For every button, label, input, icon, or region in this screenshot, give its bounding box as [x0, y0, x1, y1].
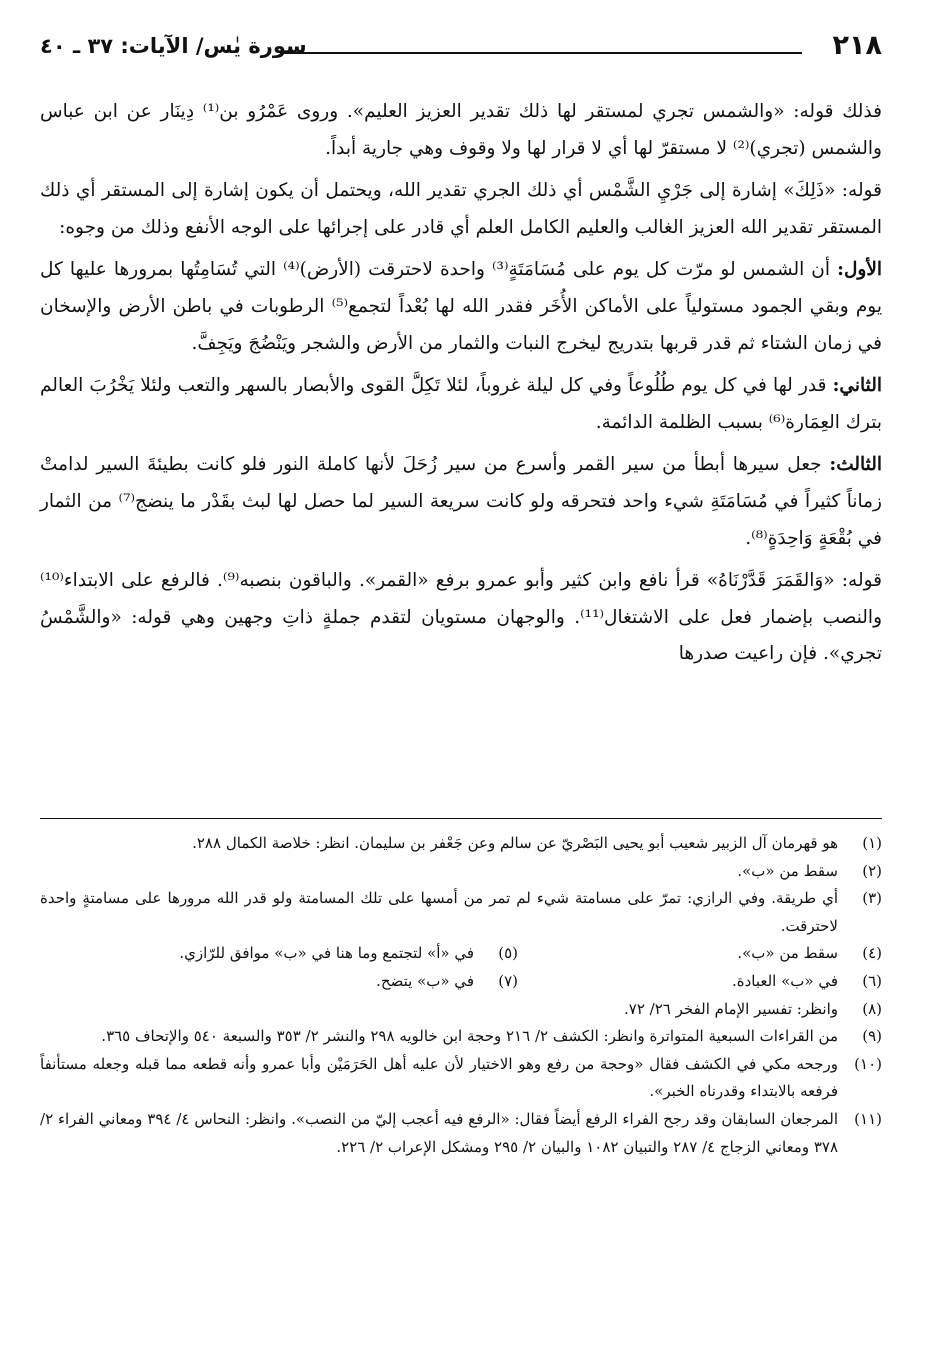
paragraph-text: فذلك قوله: «والشمس تجري لمستقر لها ذلك تقدير العزيز العليم». وروى عَمْرُو بن⁽¹⁾ دِينَار عن ابن عباس والشمس (تجري)⁽²⁾ لا مستقرّ لها أي لا قرار لها ولا وقوف وهي جارية أبداً.	[40, 101, 882, 159]
footnote	[40, 1023, 882, 1051]
footnote	[40, 830, 882, 858]
footnote-number: (٦)	[862, 971, 882, 990]
paragraph-text: قوله: «ذَلِكَ» إشارة إلى جَرْيِ الشَّمْس أي ذلك الجري تقدير الله، ويحتمل أن يكون إشارة إلى المستقر أي ذلك المستقر تقدير الله العزيز الغالب والعليم الكامل العلم أي قادر على إجرائها على الوجه الأنفع وذلك من وجوه:	[40, 180, 882, 238]
surah-verses-label: سورة يٰس/ الآيات: ٣٧ ـ ٤٠	[40, 34, 307, 58]
paragraph-text: جعل سيرها أبطأ من سير القمر وأسرع من سير زُحَلَ لأنها كاملة النور فلو كانت بطيئةَ السير لدامتْ زماناً كثيراً في مُسَامَتَةِ شيء واحد فتحرقه ولو كانت سريعة السير لما حصل لها لبث بقَدْر ما ينضج⁽⁷⁾ من الثمار في بُقْعَةٍ وَاحِدَةٍ⁽⁸⁾.	[40, 454, 882, 549]
page-header	[40, 28, 882, 72]
footnote-number: (٥)	[498, 944, 518, 963]
paragraph-text: قوله: «وَالقَمَرَ قَدَّرْنَاهُ» قرأ نافع وابن كثير وأبو عمرو برفع «القمر». والباقون بنصبه⁽⁹⁾. فالرفع على الابتداء⁽¹⁰⁾ والنصب بإضمار فعل على الاشتغال⁽¹¹⁾. والوجهان مستويان لتقدم جملةٍ ذاتِ وجهين وهي قوله: «والشَّمْسُ تجري». فإن راعيت صدرها	[40, 570, 883, 665]
paragraph	[40, 563, 882, 673]
paragraph-text: أن الشمس لو مرّت كل يوم على مُسَامَتَةٍ⁽³⁾ واحدة لاحترقت (الأرض)⁽⁴⁾ التي تُسَامِتُها بمرورها عليها كل يوم وبقي الجمود مستولياً على الأماكن الأُخَر فقدر الله لها بُعْداً لتجمع⁽⁵⁾ الرطوبات في باطن الأرض والإسخان في زمان الشتاء ثم قدر قربها بتدريج ليخرج النبات والثمار من الأرض والشجر ويَنْضُجَ ويَجِفَّ.	[40, 259, 882, 354]
paragraph	[40, 368, 882, 441]
paragraph-lead: الأول:	[837, 259, 883, 281]
header-rule	[280, 52, 802, 54]
footnote-number: (١٠)	[854, 1054, 882, 1073]
paragraph-text: قدر لها في كل يوم طُلُوعاً وفي كل ليلة غروباً، لئلا تَكِلَّ القوى والأبصار بالسهر والتعب ولئلا يَخْرُبَ العالم بترك العِمَارة⁽⁶⁾ بسبب الظلمة الدائمة.	[40, 375, 882, 433]
paragraph-lead: الثاني:	[832, 375, 882, 397]
paragraph-lead: الثالث:	[829, 454, 882, 476]
footnote-text: المرجعان السابقان وقد رجح الفراء الرفع أيضاً فقال: «الرفع فيه أعجب إليّ من النصب». وانظر: النحاس ٤/ ٣٩٤ ومعاني الفراء ٢/ ٣٧٨ ومعاني الزجاج ٤/ ٢٨٧ والتبيان ١٠٨٢ والبيان ٢/ ٢٩٥ ومشكل الإعراب ٢/ ٢٢٦.	[40, 1109, 839, 1156]
footnote-number: (٢)	[862, 861, 882, 880]
page-number: ٢١٨	[832, 30, 882, 61]
book-page	[40, 28, 882, 1348]
footnote-number: (١)	[862, 834, 882, 852]
footnote-text: في «ب» العبادة.	[731, 971, 838, 990]
footnote-text: في «أ» لتجتمع وما هنا في «ب» موافق للرّازي.	[179, 944, 474, 963]
footnote-number: (٣)	[862, 889, 882, 908]
paragraph	[40, 447, 882, 557]
footnote-separator	[40, 818, 882, 819]
footnote-pair	[40, 940, 882, 968]
footnote-text: هو قهرمان آل الزبير شعيب أبو يحيى البَصْريّ عن سالم وعن جَعْفر بن سليمان. انظر: خلاصة الكمال ٢٨٨.	[192, 834, 838, 852]
footnote-number: (١١)	[854, 1109, 882, 1128]
paragraph	[40, 94, 882, 167]
footnote-text: سقط من «ب».	[737, 944, 838, 963]
footnote-text: من القراءات السبعية المتواترة وانظر: الكشف ٢/ ٢١٦ وحجة ابن خالويه ٢٩٨ والنشر ٢/ ٣٥٣ والسبعة ٥٤٠ والإتحاف ٣٦٥.	[101, 1027, 838, 1046]
footnote-number: (٧)	[498, 971, 518, 990]
footnote	[40, 1051, 882, 1106]
footnote-number: (٩)	[862, 1027, 882, 1046]
footnote-pair	[40, 968, 882, 996]
footnote-number: (٨)	[862, 999, 882, 1018]
footnote	[40, 885, 882, 940]
paragraph	[40, 252, 882, 362]
footnote	[40, 1106, 882, 1161]
footnote-number: (٤)	[862, 944, 882, 963]
footnote-text: ورجحه مكي في الكشف فقال «وحجة من رفع وهو الاختيار لأن عليه أهل الحَرَمَيْن وأبا عمرو وأنه قطعه مما قبله وجعله مستأنفاً فرفعه بالابتداء وقدرناه الخبر».	[40, 1054, 838, 1101]
main-text	[40, 94, 882, 679]
footnote-text: في «ب» يتضح.	[376, 971, 474, 990]
footnote	[40, 858, 882, 886]
footnotes	[40, 830, 882, 1161]
footnote-text: سقط من «ب».	[737, 861, 838, 880]
footnote-text: أي طريقة. وفي الرازي: تمرّ على مسامتة شيء لم تمر من أمسها على تلك المسامتة ولو قدر الله مرورها على مسامتةٍ واحدة لاحترقت.	[40, 889, 838, 935]
footnote	[40, 996, 882, 1024]
paragraph	[40, 173, 882, 246]
footnote-text: وانظر: تفسير الإمام الفخر ٢٦/ ٧٢.	[624, 999, 838, 1018]
